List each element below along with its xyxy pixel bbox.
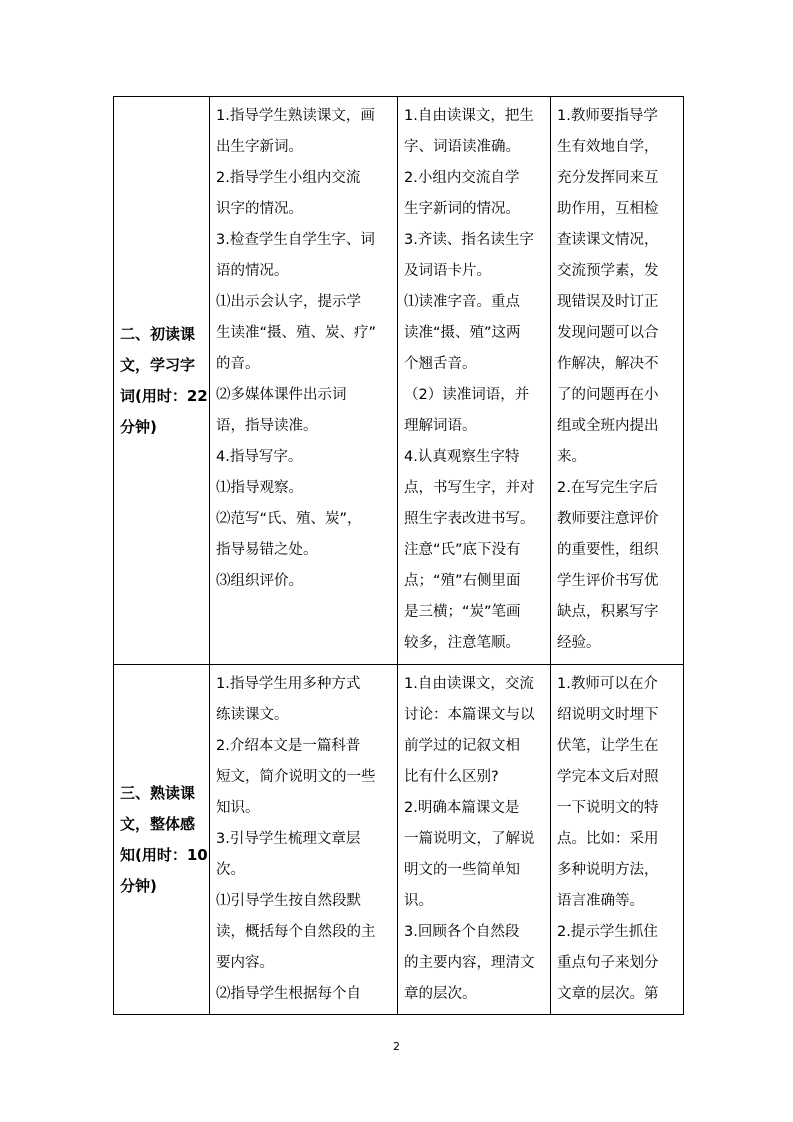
text-line: 4.认真观察生字特 [404, 449, 520, 465]
text-line: 知(用时：10 [120, 845, 208, 864]
text-line: 的主要内容，理清文 [404, 955, 535, 971]
text-line: 词(用时：22 [120, 386, 208, 405]
text-line: 1.自由读课文，把生 [404, 108, 534, 124]
text-line: 知识。 [216, 800, 260, 816]
text-line: 前学过的记叙文相 [404, 738, 520, 754]
text-line: 短文，简介说明文的一些 [216, 769, 376, 785]
text-line: ⑴引导学生按自然段默 [216, 893, 361, 909]
text-line: 文，整体感 [120, 814, 196, 833]
text-line: 指导易错之处。 [216, 542, 318, 558]
table-row [114, 97, 684, 665]
text-line: 一下说明文的特 [557, 800, 659, 816]
text-line: 1.教师可以在介 [557, 676, 658, 692]
text-line: 练读课文。 [216, 707, 289, 723]
text-line: 2.小组内交流自学 [404, 170, 520, 186]
text-line: 生字新词的情况。 [404, 201, 520, 217]
text-line: 3.齐读、指名读生字 [404, 232, 534, 248]
text-line: 分钟) [120, 417, 157, 436]
text-line: 次。 [216, 862, 245, 878]
student-activity-cell [398, 665, 551, 1015]
text-line: 要内容。 [216, 955, 274, 971]
text-line: 学生评价书写优 [557, 573, 659, 589]
text-line: 分钟) [120, 876, 157, 895]
text-line: 字、词语读准确。 [404, 139, 520, 155]
lesson-plan-table [113, 96, 684, 1015]
text-line: 的重要性，组织 [557, 542, 659, 558]
text-line: 语的情况。 [216, 263, 289, 279]
text-line: 一篇说明文，了解说 [404, 831, 535, 847]
text-line: 文，学习字 [120, 355, 196, 374]
text-line: ⑶组织评价。 [216, 573, 303, 589]
text-line: 点；“殖”右侧里面 [404, 573, 521, 589]
text-line: 3.回顾各个自然段 [404, 924, 520, 940]
text-line: 2.指导学生小组内交流 [216, 170, 361, 186]
text-line: 充分发挥同来互 [557, 170, 659, 186]
text-line: 伏笔，让学生在 [557, 738, 659, 754]
text-line: 现错误及时订正 [557, 294, 659, 310]
text-line: 了的问题再在小 [557, 387, 659, 403]
table-row [114, 665, 684, 1015]
text-line: 重点句子来划分 [557, 955, 659, 971]
text-line: ⑴指导观察。 [216, 480, 303, 496]
text-line: 2.在写完生字后 [557, 480, 658, 496]
text-line: 生读准“摄、殖、炭、疗” [216, 325, 377, 341]
text-line: 的音。 [216, 356, 260, 372]
text-line: 出生字新词。 [216, 139, 303, 155]
text-line: ⑴出示会认字，提示学 [216, 294, 361, 310]
text-line: 照生字表改进书写。 [404, 511, 535, 527]
text-line: 识。 [404, 893, 433, 909]
teacher-activity-cell [210, 97, 398, 665]
text-line: 点。比如：采用 [557, 831, 659, 847]
text-line: 较多，注意笔顺。 [404, 635, 520, 651]
text-line: 3.引导学生梳理文章层 [216, 831, 361, 847]
design-notes-cell [551, 665, 684, 1015]
text-line: 个翘舌音。 [404, 356, 477, 372]
text-line: 讨论：本篇课文与以 [404, 707, 535, 723]
text-line: 1.自由读课文，交流 [404, 676, 534, 692]
text-line: ⑵范写“氏、殖、炭”， [216, 511, 362, 527]
text-line: 教师要注意评价 [557, 511, 659, 527]
text-line: ⑵多媒体课件出示词 [216, 387, 347, 403]
text-line: 发现问题可以合 [557, 325, 659, 341]
text-line: 1.教师要指导学 [557, 108, 658, 124]
text-line: 来。 [557, 449, 586, 465]
text-line: 及词语卡片。 [404, 263, 491, 279]
text-line: 缺点，积累写字 [557, 604, 659, 620]
text-line: 3.检查学生自学生字、词 [216, 232, 375, 248]
text-line: 绍说明文时埋下 [557, 707, 659, 723]
text-line: 2.介绍本文是一篇科普 [216, 738, 361, 754]
text-line: 1.指导学生熟读课文，画 [216, 108, 375, 124]
text-line: 比有什么区别? [404, 769, 499, 785]
text-line: 明文的一些简单知 [404, 862, 520, 878]
text-line: 交流预学素，发 [557, 263, 659, 279]
text-line: 2.明确本篇课文是 [404, 800, 520, 816]
text-line: 语言准确等。 [557, 893, 644, 909]
text-line: 点，书写生字，并对 [404, 480, 535, 496]
text-line: 生有效地自学， [557, 139, 659, 155]
text-line: 识字的情况。 [216, 201, 303, 217]
text-line: 作解决，解决不 [557, 356, 659, 372]
text-line: 助作用，互相检 [557, 201, 659, 217]
text-line: ⑵指导学生根据每个自 [216, 986, 361, 1002]
text-line: ⑴读准字音。重点 [404, 294, 520, 310]
student-activity-cell [398, 97, 551, 665]
text-line: 注意“氏”底下没有 [404, 542, 521, 558]
text-line: 是三横；“炭”笔画 [404, 604, 521, 620]
text-line: 4.指导写字。 [216, 449, 303, 465]
design-notes-cell [551, 97, 684, 665]
text-line: 多种说明方法， [557, 862, 659, 878]
text-line: （2）读准词语，并 [404, 387, 530, 403]
text-line: 三、熟读课 [120, 783, 196, 802]
text-line: 文章的层次。第 [557, 986, 659, 1002]
text-line: 1.指导学生用多种方式 [216, 676, 361, 692]
stage-cell [114, 665, 210, 1015]
stage-cell [114, 97, 210, 665]
text-line: 2.提示学生抓住 [557, 924, 658, 940]
text-line: 理解词语。 [404, 418, 477, 434]
text-line: 读，概括每个自然段的主 [216, 924, 376, 940]
text-line: 语，指导读准。 [216, 418, 318, 434]
page-number: 2 [393, 1040, 400, 1053]
text-line: 章的层次。 [404, 986, 477, 1002]
teacher-activity-cell [210, 665, 398, 1015]
text-line: 学完本文后对照 [557, 769, 659, 785]
text-line: 二、初读课 [120, 324, 196, 343]
text-line: 读准“摄、殖”这两 [404, 325, 521, 341]
text-line: 查读课文情况， [557, 232, 659, 248]
text-line: 组或全班内提出 [557, 418, 659, 434]
text-line: 经验。 [557, 635, 601, 651]
